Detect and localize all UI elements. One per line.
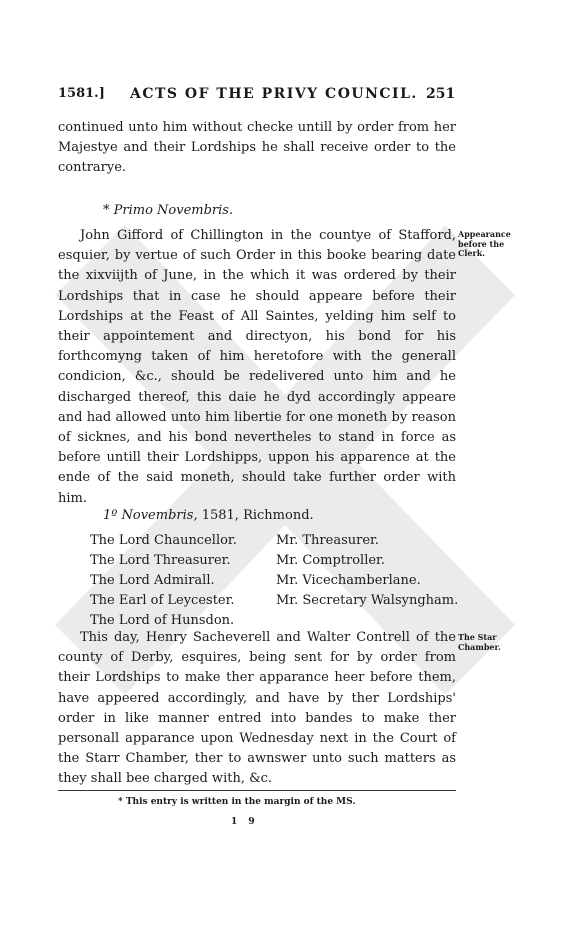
page-number: 251 xyxy=(426,86,456,102)
margin-note-appearance: Appearance before the Clerk. xyxy=(458,229,511,258)
continuation-paragraph: continued unto him without checke untill by order from her Majestye and their Lordships he shall receive order to the contrarye. xyxy=(58,120,456,176)
entry-paragraph-gifford: John Gifford of Chillington in the countye of Stafford, esquier, by vertue of such Order in this booke bearing date the xixviijth of June, in the which it was ordered by their Lordships that in case he should appeare before their Lordships at the Feast of All Saintes, yelding him self to their appointement and directyon, his bond for his forthcomyng taken of him heretofore with the generall condicion, &c., should be redelivered unto him and he discharged thereof, this daie he dyd accordingly appeare and had allowed unto him libertie for one moneth by reason of sicknes, and his bond nevertheles to stand in force as before untill their Lordshipps, uppon his apparence at the ende of the said moneth, should take further order with him. xyxy=(58,228,456,506)
running-header xyxy=(58,86,458,108)
signature-mark: 1 9 xyxy=(231,817,259,827)
footnote-divider xyxy=(58,790,456,791)
attendee: The Lord of Hunsdon. xyxy=(90,613,235,628)
attendee: The Lord Chauncellor. xyxy=(90,533,237,548)
attendees-left-column xyxy=(90,531,237,631)
meeting-place: 1581, Richmond. xyxy=(197,508,314,523)
entry-paragraph-sacheverell: This day, Henry Sacheverell and Walter Contrell of the county of Derby, esquires, being sent for by order from their Lordships to make ther apparance heer before them, have appeered accordingly, and have by ther Lordships' order in like manner entred into bandes to make ther personall apparance upon Wednesday next in the Court of the Starr Chamber, ther to awnswer unto such matters as they shall bee charged with, &c. xyxy=(58,630,456,787)
footnote: * This entry is written in the margin of the MS. xyxy=(118,797,356,807)
attendees-right-column xyxy=(276,531,458,611)
meeting-heading xyxy=(103,508,314,523)
meeting-date: 1º Novembris, xyxy=(103,508,198,523)
attendee: Mr. Vicechamberlane. xyxy=(276,573,421,588)
margin-note-star-chamber: The Star Chamber. xyxy=(458,632,501,652)
header-year: 1581.] xyxy=(58,86,105,101)
entry-heading-primo-novembris: * Primo Novembris. xyxy=(103,203,234,218)
header-title: ACTS OF THE PRIVY COUNCIL. xyxy=(130,86,418,102)
attendee: The Lord Threasurer. xyxy=(90,553,231,568)
attendee: Mr. Comptroller. xyxy=(276,553,385,568)
attendee: The Lord Admirall. xyxy=(90,573,215,588)
attendee: Mr. Secretary Walsyngham. xyxy=(276,593,459,608)
attendee: Mr. Threasurer. xyxy=(276,533,379,548)
attendee: The Earl of Leycester. xyxy=(90,593,235,608)
